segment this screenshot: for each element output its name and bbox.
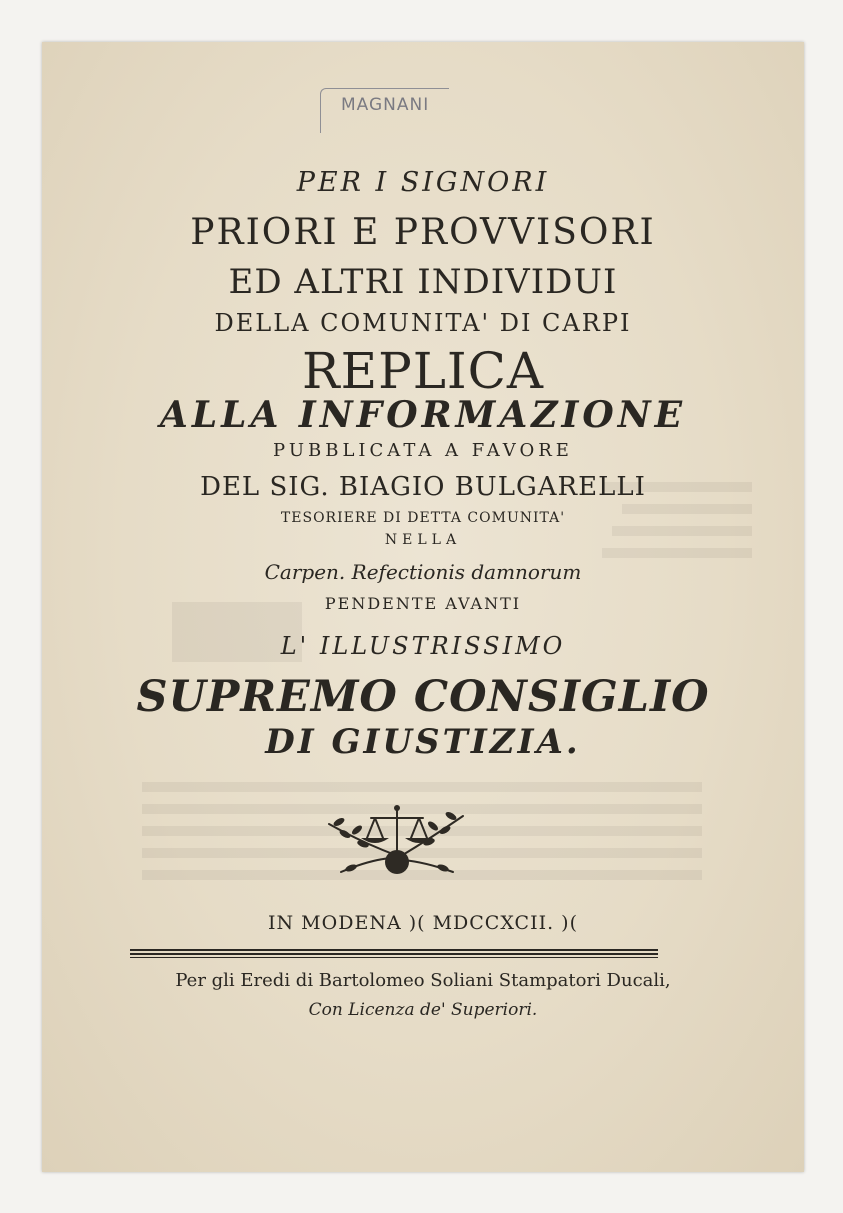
title-line-illustrissimo: L' ILLUSTRISSIMO: [280, 632, 566, 660]
title-line-pendente: PENDENTE AVANTI: [324, 594, 522, 613]
title-line-supremo-consiglio: SUPREMO CONSIGLIO: [136, 672, 710, 722]
title-line-nella: NELLA: [384, 532, 462, 548]
bleed-through-mark: [142, 782, 702, 792]
title-line-tesoriere: TESORIERE DI DETTA COMUNITA': [280, 510, 566, 526]
imprint-printer: Per gli Eredi di Bartolomeo Soliani Stampatori Ducali,: [175, 970, 671, 991]
bleed-through-mark: [602, 548, 752, 558]
double-rule-divider: [130, 949, 658, 959]
title-line-bulgarelli: DEL SIG. BIAGIO BULGARELLI: [200, 472, 646, 502]
title-line-comunita: DELLA COMUNITA' DI CARPI: [214, 309, 632, 337]
imprint-license: Con Licenza de' Superiori.: [308, 1000, 538, 1020]
title-line-informazione: ALLA INFORMAZIONE: [159, 394, 687, 436]
title-line-carpen: Carpen. Refectionis damnorum: [264, 560, 582, 584]
stamp-text: MAGNANI: [341, 95, 430, 115]
collector-stamp: [320, 88, 449, 133]
scales-ornament-icon: [321, 802, 471, 882]
title-line-pubblicata: PUBBLICATA A FAVORE: [273, 440, 573, 461]
title-line-per-i-signori: PER I SIGNORI: [296, 167, 550, 198]
imprint-place-date: IN MODENA )( MDCCXCII. )(: [268, 912, 578, 934]
title-line-priori: PRIORI E PROVVISORI: [190, 212, 656, 253]
document-page: [42, 42, 804, 1172]
title-line-replica: REPLICA: [301, 342, 545, 400]
title-line-altri-individui: ED ALTRI INDIVIDUI: [228, 262, 618, 302]
title-line-giustizia: DI GIUSTIZIA.: [265, 722, 581, 762]
